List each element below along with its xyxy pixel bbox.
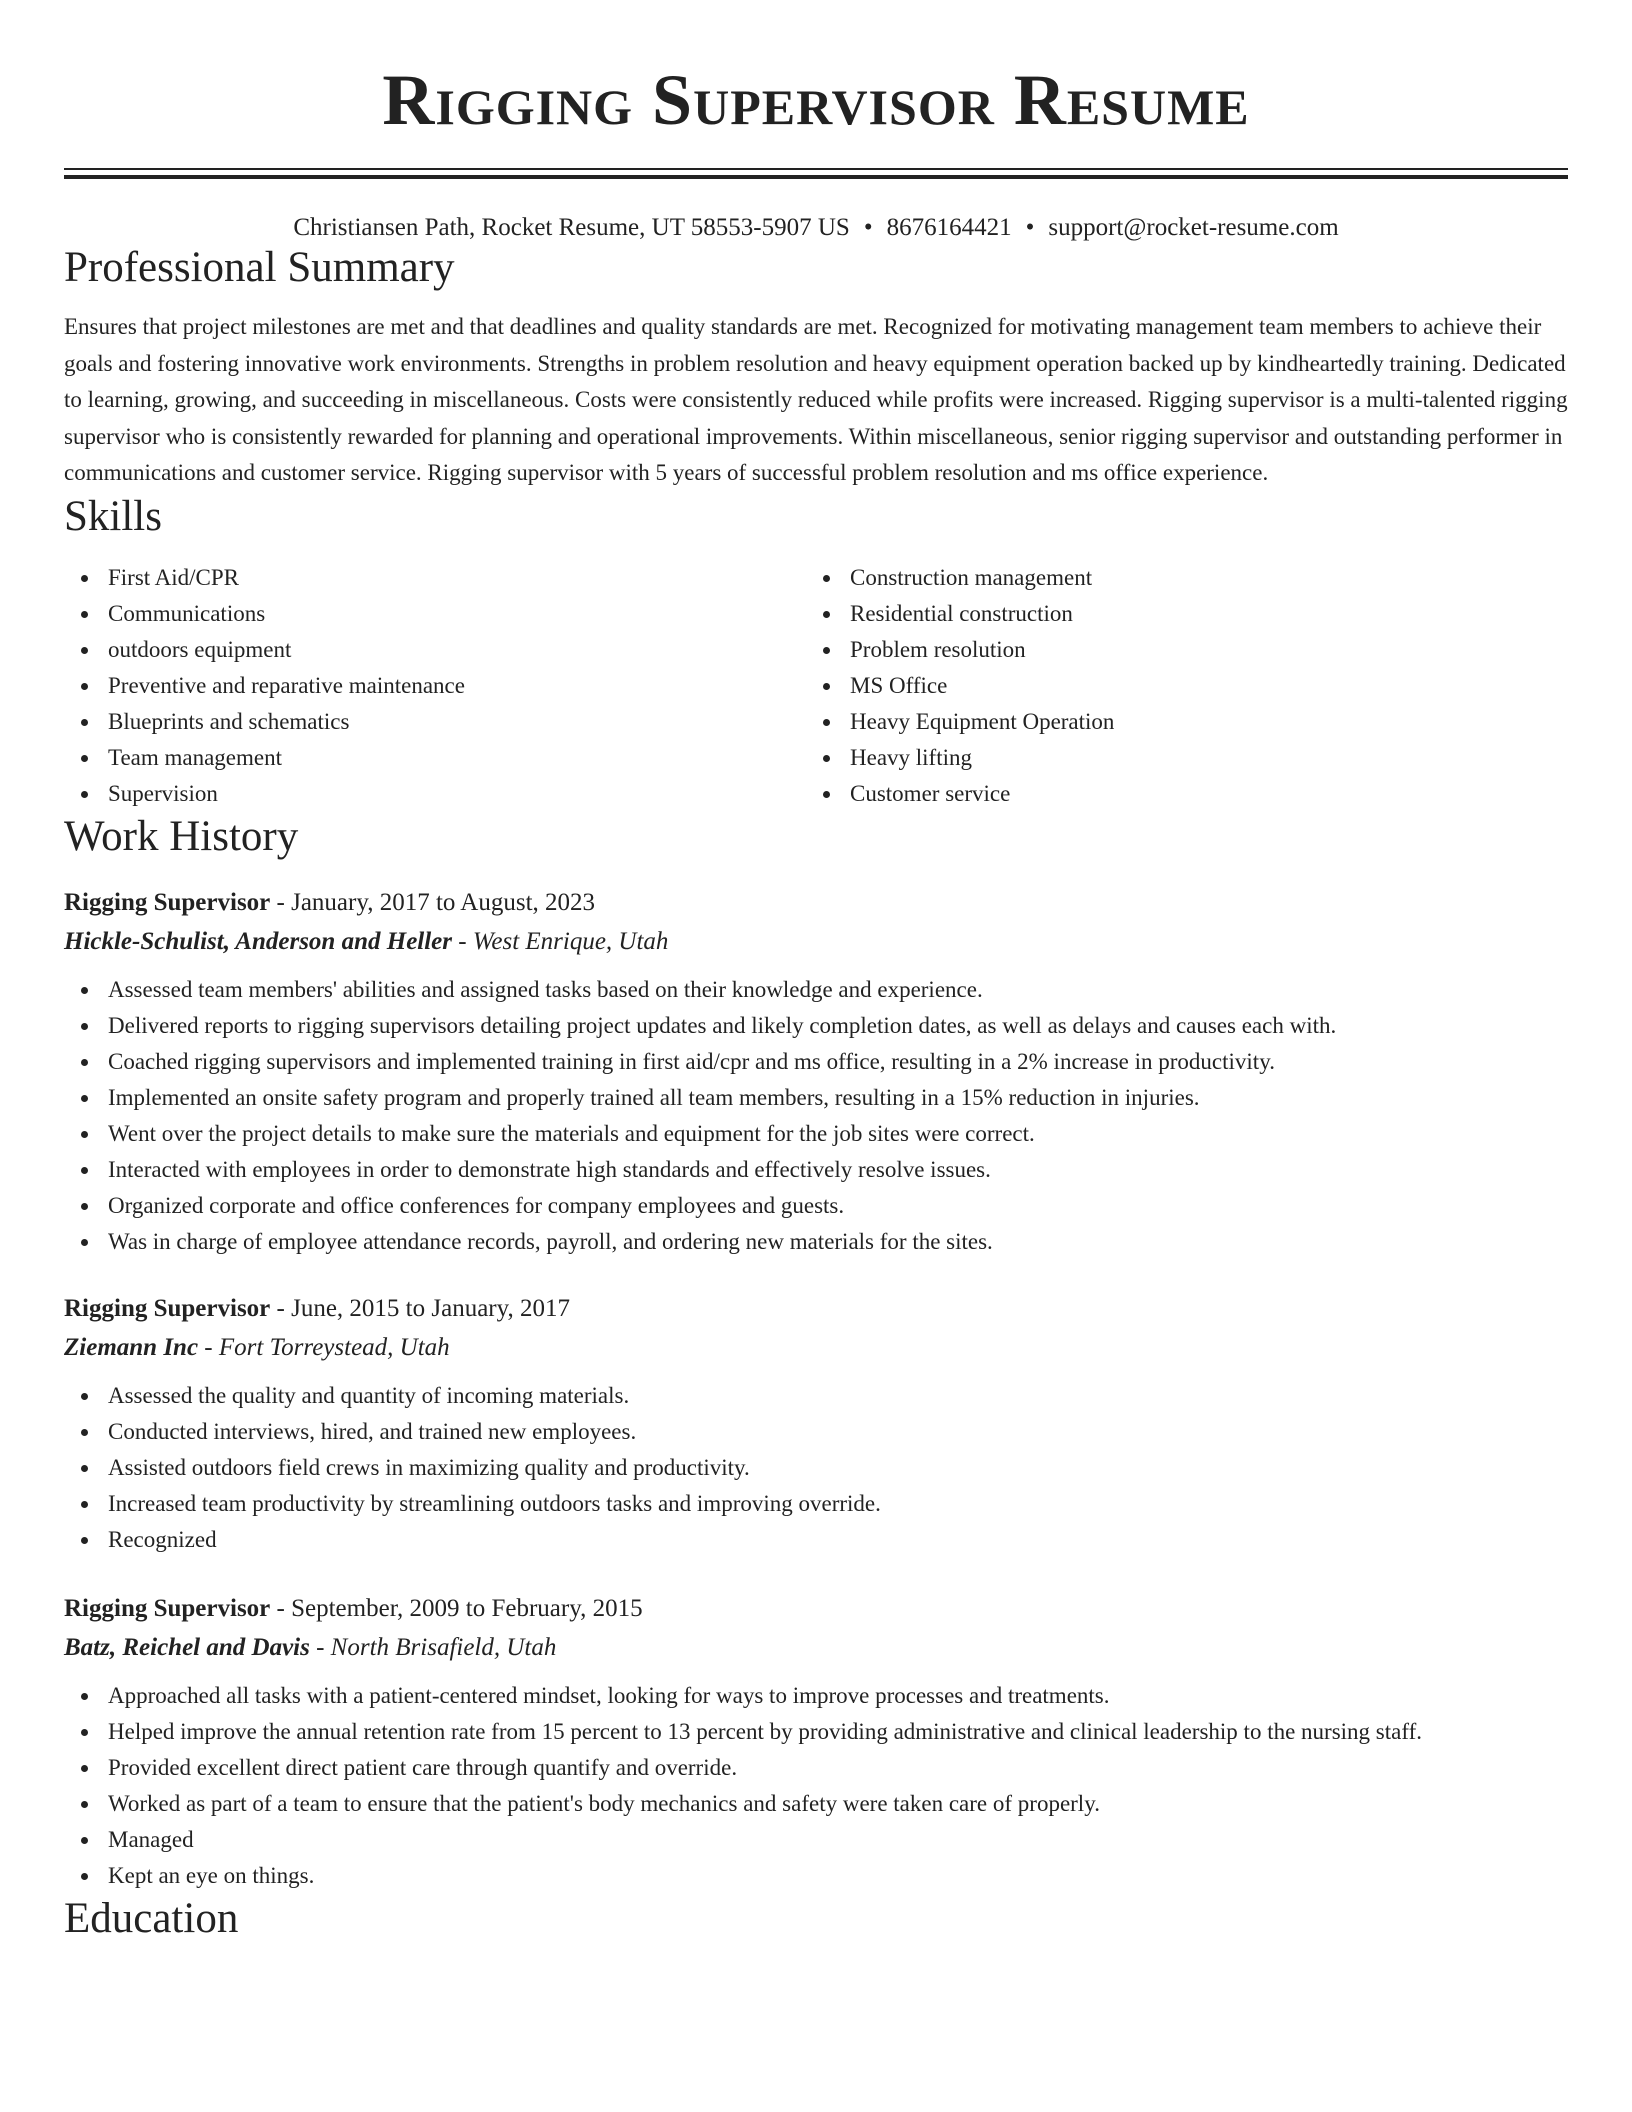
contact-email[interactable]: support@rocket-resume.com bbox=[1048, 214, 1339, 241]
skill-item: outdoors equipment bbox=[64, 632, 806, 668]
job-title: Rigging Supervisor bbox=[64, 1594, 271, 1622]
job-duty: Increased team productivity by streamlining outdoors tasks and improving override. bbox=[64, 1486, 1568, 1522]
job-location: - North Brisafield, Utah bbox=[309, 1633, 557, 1661]
job-company: Batz, Reichel and Davis bbox=[64, 1633, 310, 1661]
job-title: Rigging Supervisor bbox=[64, 1294, 271, 1322]
job-duty: Recognized bbox=[64, 1522, 1568, 1558]
contact-phone: 8676164421 bbox=[886, 214, 1012, 241]
job-company-line bbox=[64, 922, 1568, 962]
job-entry bbox=[64, 1290, 1568, 1558]
job-company: Hickle-Schulist, Anderson and Heller bbox=[64, 927, 453, 955]
skills-heading: Skills bbox=[64, 492, 162, 540]
contact-separator: • bbox=[1025, 214, 1035, 241]
job-title-line bbox=[64, 1590, 1568, 1628]
skill-item: Problem resolution bbox=[806, 632, 1548, 668]
job-duty: Approached all tasks with a patient-centered mindset, looking for ways to improve processes and treatments. bbox=[64, 1678, 1568, 1714]
job-duty: Delivered reports to rigging supervisors detailing project updates and likely completion dates, as well as delays and causes each with. bbox=[64, 1008, 1568, 1044]
skill-item: Construction management bbox=[806, 560, 1548, 596]
job-dates: - September, 2009 to February, 2015 bbox=[270, 1594, 643, 1622]
skill-item: Heavy lifting bbox=[806, 740, 1548, 776]
job-duties bbox=[64, 1678, 1568, 1894]
job-duty: Interacted with employees in order to demonstrate high standards and effectively resolve issues. bbox=[64, 1152, 1568, 1188]
job-title-line bbox=[64, 1290, 1568, 1328]
job-duties bbox=[64, 1378, 1568, 1558]
job-company-line bbox=[64, 1328, 1568, 1368]
job-duty: Assessed the quality and quantity of incoming materials. bbox=[64, 1378, 1568, 1414]
job-duties bbox=[64, 972, 1568, 1260]
job-duty: Assisted outdoors field crews in maximizing quality and productivity. bbox=[64, 1450, 1568, 1486]
contact-line bbox=[64, 213, 1568, 243]
skill-item: Supervision bbox=[64, 776, 806, 812]
skill-item: Team management bbox=[64, 740, 806, 776]
skills-column-right bbox=[806, 560, 1548, 812]
skill-item: Residential construction bbox=[806, 596, 1548, 632]
skill-item: Communications bbox=[64, 596, 806, 632]
job-duty: Conducted interviews, hired, and trained new employees. bbox=[64, 1414, 1568, 1450]
job-company: Ziemann Inc bbox=[64, 1333, 199, 1361]
job-entry bbox=[64, 884, 1568, 1260]
job-duty: Kept an eye on things. bbox=[64, 1858, 1568, 1894]
job-duty: Organized corporate and office conferences for company employees and guests. bbox=[64, 1188, 1568, 1224]
skill-item: MS Office bbox=[806, 668, 1548, 704]
job-duty: Helped improve the annual retention rate from 15 percent to 13 percent by providing administrative and clinical leadership to the nursing staff. bbox=[64, 1714, 1568, 1750]
job-title-line bbox=[64, 884, 1568, 922]
education-heading: Education bbox=[64, 1894, 239, 1942]
title-divider bbox=[64, 168, 1568, 179]
skill-item: Customer service bbox=[806, 776, 1548, 812]
summary-text: Ensures that project milestones are met and that deadlines and quality standards are met. Recognized for motivating management team members to achieve their goals and fostering innovative work environments. Strengths in problem resolution and heavy equipment operation backed up by kindheartedly training. Dedicated to learning, growing, and succeeding in miscellaneous. Costs were consistently reduced while profits were increased. Rigging supervisor is a multi-talented rigging supervisor who is consistently rewarded for planning and operational improvements. Within miscellaneous, senior rigging supervisor and outstanding performer in communications and customer service. Rigging supervisor with 5 years of successful problem resolution and ms office experience. bbox=[64, 314, 1568, 485]
job-duty: Managed bbox=[64, 1822, 1568, 1858]
job-company-line bbox=[64, 1628, 1568, 1668]
job-title: Rigging Supervisor bbox=[64, 888, 271, 916]
job-duty: Assessed team members' abilities and assigned tasks based on their knowledge and experience. bbox=[64, 972, 1568, 1008]
job-dates: - January, 2017 to August, 2023 bbox=[270, 888, 596, 916]
job-duty: Implemented an onsite safety program and properly trained all team members, resulting in a 15% reduction in injuries. bbox=[64, 1080, 1568, 1116]
job-entry bbox=[64, 1590, 1568, 1894]
job-duty: Coached rigging supervisors and implemented training in first aid/cpr and ms office, resulting in a 2% increase in productivity. bbox=[64, 1044, 1568, 1080]
summary-heading: Professional Summary bbox=[64, 244, 455, 291]
skill-item: First Aid/CPR bbox=[64, 560, 806, 596]
job-duty: Went over the project details to make sure the materials and equipment for the job sites were correct. bbox=[64, 1116, 1568, 1152]
skills-column-left bbox=[64, 560, 806, 812]
job-location: - West Enrique, Utah bbox=[452, 927, 669, 955]
job-duty: Was in charge of employee attendance records, payroll, and ordering new materials for the sites. bbox=[64, 1224, 1568, 1260]
skill-item: Heavy Equipment Operation bbox=[806, 704, 1548, 740]
contact-address: Christiansen Path, Rocket Resume, UT 58553-5907 US bbox=[293, 214, 850, 241]
job-duty: Worked as part of a team to ensure that the patient's body mechanics and safety were taken care of properly. bbox=[64, 1786, 1568, 1822]
job-dates: - June, 2015 to January, 2017 bbox=[270, 1294, 571, 1322]
resume-title: Rigging Supervisor Resume bbox=[382, 60, 1250, 140]
skills-list bbox=[64, 560, 1568, 812]
contact-separator: • bbox=[863, 214, 873, 241]
skill-item: Blueprints and schematics bbox=[64, 704, 806, 740]
skill-item: Preventive and reparative maintenance bbox=[64, 668, 806, 704]
job-duty: Provided excellent direct patient care through quantify and override. bbox=[64, 1750, 1568, 1786]
work-history-heading: Work History bbox=[64, 812, 299, 860]
job-location: - Fort Torreystead, Utah bbox=[198, 1333, 450, 1361]
